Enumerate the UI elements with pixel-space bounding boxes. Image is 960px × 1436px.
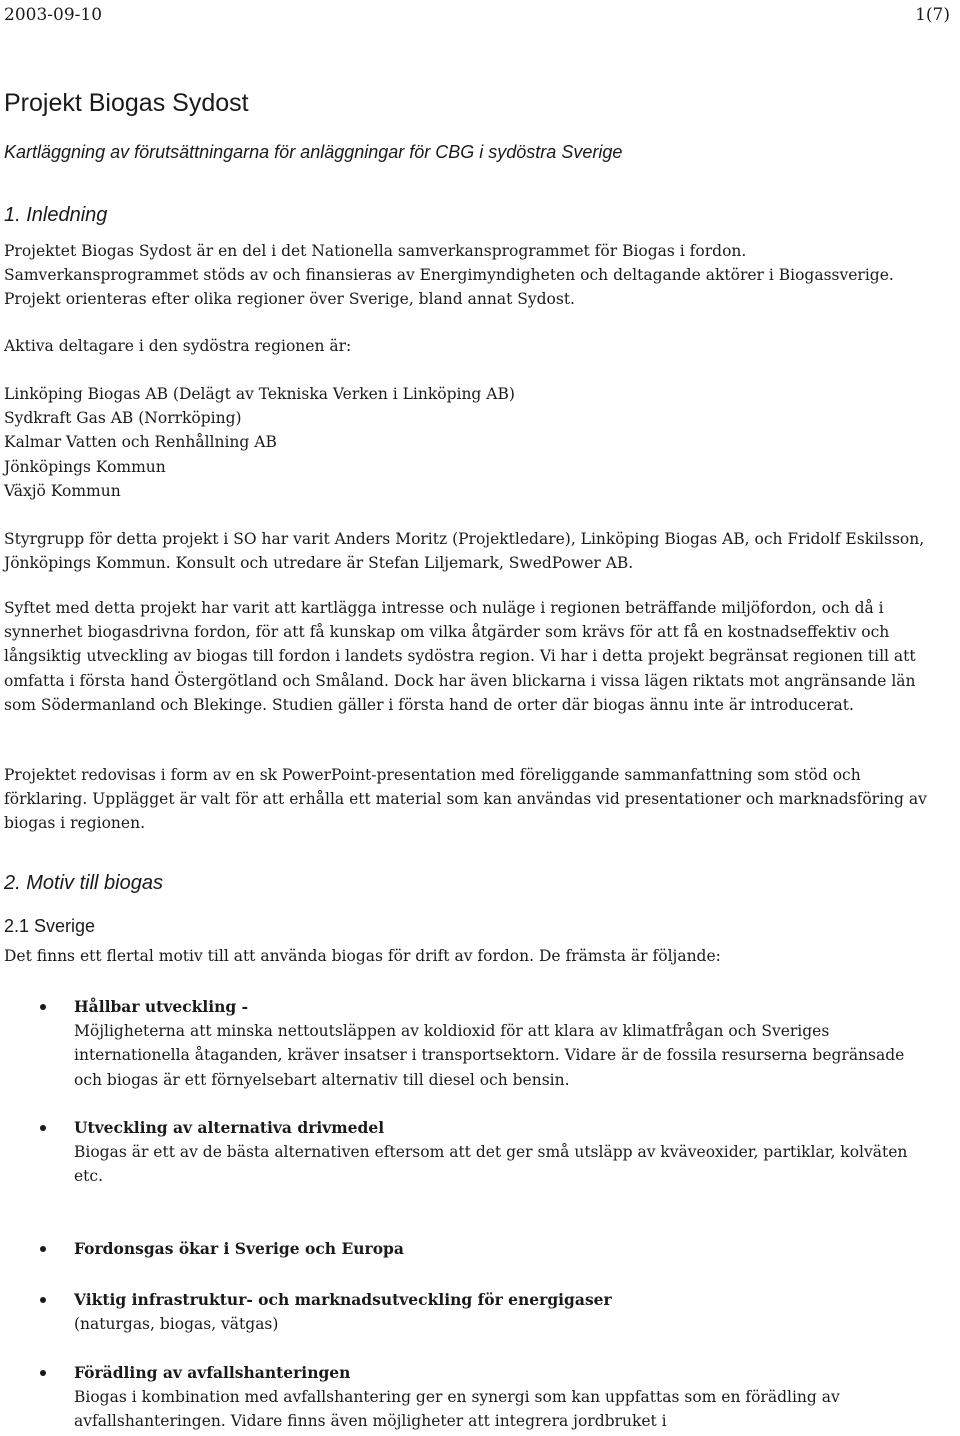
section-heading-inledning: 1. Inledning: [4, 204, 108, 226]
section-heading-motiv: 2. Motiv till biogas: [4, 872, 163, 894]
participant-item: Sydkraft Gas AB (Norrköping): [4, 409, 242, 428]
bullet-icon: [40, 1004, 46, 1010]
bullet-title: Utveckling av alternativa drivmedel: [74, 1118, 385, 1137]
steering-group-paragraph: Styrgrupp för detta projekt i SO har varit Anders Moritz (Projektledare), Linköping Biogas AB, och Fridolf Eskilsson, Jönköpings Kommun. Konsult och utredare är Stefan Liljemark, SwedPower AB.: [4, 530, 925, 573]
intro-paragraph: Projektet Biogas Sydost är en del i det Nationella samverkansprogrammet för Biogas i fordon. Samverkansprogrammet stöds av och finansieras av Energimyndigheten och deltagande aktörer i Biogassverige. Projekt orienteras efter olika regioner över Sverige, bland annat Sydost.: [4, 242, 894, 309]
participant-item: Jönköpings Kommun: [4, 457, 166, 476]
participants-intro: Aktiva deltagare i den sydöstra regionen är:: [4, 337, 352, 355]
bullet-title: Förädling av avfallshanteringen: [74, 1363, 351, 1382]
participant-item: Linköping Biogas AB (Delägt av Tekniska Verken i Linköping AB): [4, 385, 515, 403]
bullet-title: Hållbar utveckling -: [74, 997, 249, 1016]
purpose-paragraph: Syftet med detta projekt har varit att kartlägga intresse och nuläge i regionen beträffande miljöfordon, och då i synnerhet biogasdrivna fordon, för att få kunskap om vilka åtgärder som krävs för att få en kostnadseffektiv och långsiktig utveckling av biogas till fordon i landets sydöstra region. Vi har i detta projekt begränsat regionen till att omfatta i första hand Östergötland och Småland. Dock har även blickarna i vissa lägen riktats mot angränsande län som Södermanland och Blekinge. Studien gäller i första hand de orter där biogas ännu inte är introducerat.: [4, 599, 916, 714]
participants-list: [4, 382, 944, 503]
bullet-text: Möjligheterna att minska nettoutsläppen av koldioxid för att klara av klimatfrågan och Sveriges internationella åtaganden, kräver insatser i transportsektorn. Vidare är de fossila resurserna begränsade och biogas är ett förnyelsebart alternativ till diesel och bensin.: [74, 1022, 905, 1089]
bullet-icon: [40, 1297, 46, 1303]
participant-item: Kalmar Vatten och Renhållning AB: [4, 433, 277, 452]
document-date: 2003-09-10: [4, 5, 103, 25]
subsection-heading-sverige: 2.1 Sverige: [4, 916, 96, 936]
bullet-icon: [40, 1125, 46, 1131]
presentation-paragraph: Projektet redovisas i form av en sk PowerPoint-presentation med föreliggande sammanfattning som stöd och förklaring. Upplägget är valt för att erhålla ett material som kan användas vid presentationer och marknadsföring av biogas i regionen.: [4, 766, 927, 833]
motives-intro: Det finns ett flertal motiv till att använda biogas för drift av fordon. De främsta är följande:: [4, 947, 721, 965]
bullet-icon: [40, 1246, 46, 1252]
bullet-title: Fordonsgas ökar i Sverige och Europa: [74, 1239, 404, 1258]
document-title: Projekt Biogas Sydost: [4, 89, 249, 117]
bullet-text: Biogas i kombination med avfallshantering ger en synergi som kan uppfattas som en förädling av avfallshanteringen. Vidare finns även möjligheter att integrera jordbruket i: [74, 1388, 840, 1431]
bullet-title: Viktig infrastruktur- och marknadsutveckling för energigaser: [74, 1290, 612, 1309]
page-number: 1(7): [915, 5, 950, 25]
bullet-text: (naturgas, biogas, vätgas): [74, 1315, 279, 1334]
document-subtitle: Kartläggning av förutsättningarna för anläggningar för CBG i sydöstra Sverige: [4, 142, 623, 162]
bullet-text: Biogas är ett av de bästa alternativen eftersom att det ger små utsläpp av kväveoxider, partiklar, kolväten etc.: [74, 1143, 908, 1186]
participant-item: Växjö Kommun: [4, 481, 121, 500]
bullet-icon: [40, 1370, 46, 1376]
